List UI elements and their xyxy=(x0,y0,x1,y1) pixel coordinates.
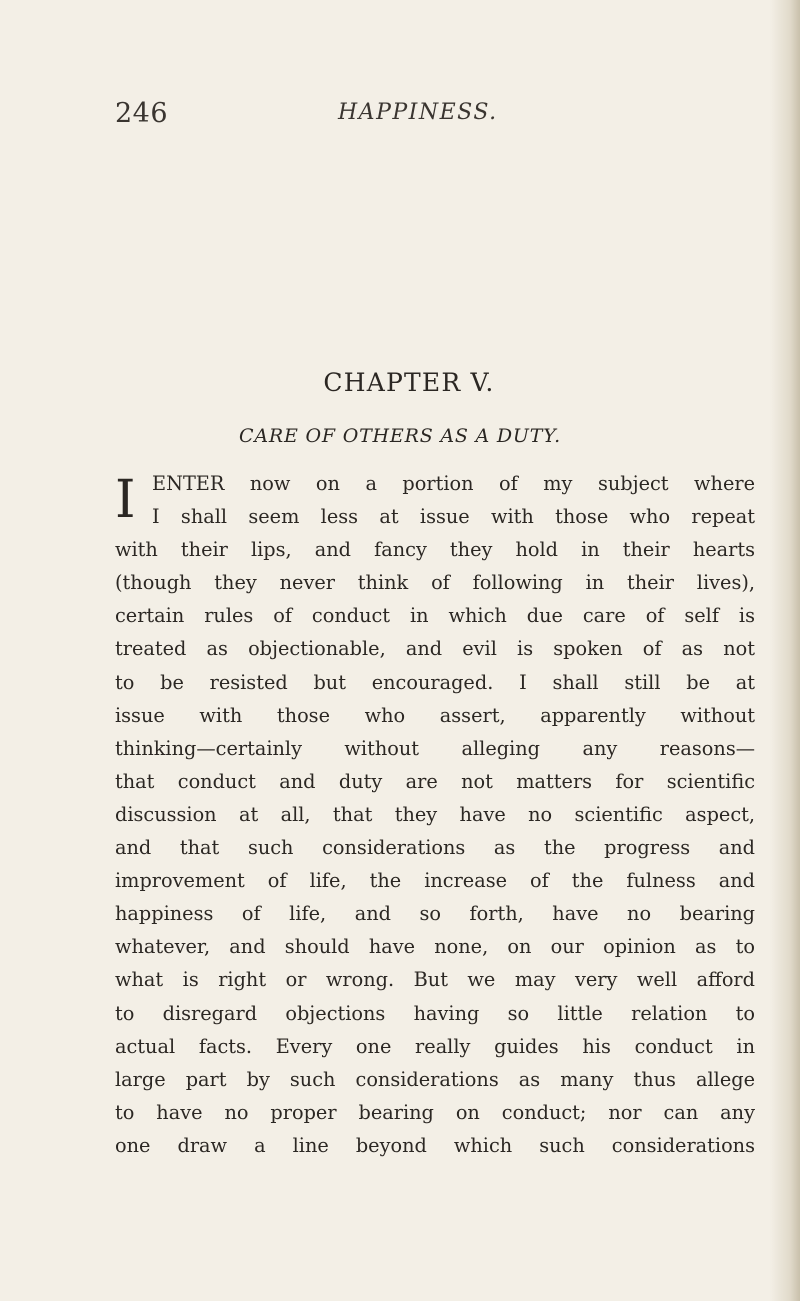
text-line: large part by such considerations as many thus allege xyxy=(115,1067,755,1091)
chapter-subtitle: CARE OF OTHERS AS A DUTY. xyxy=(239,425,561,447)
text-line: improvement of life, the increase of the fulness and xyxy=(115,869,755,893)
text-line: actual facts. Every one really guides his conduct in xyxy=(115,1034,755,1058)
drop-cap: I xyxy=(115,470,136,530)
running-head: HAPPINESS. xyxy=(338,100,498,125)
text-line: happiness of life, and so forth, have no bearing xyxy=(115,902,755,926)
text-line: I shall seem less at issue with those who repeat xyxy=(152,505,755,529)
text-line: that conduct and duty are not matters for scientific xyxy=(115,769,755,793)
text-line: (though they never think of following in their lives), xyxy=(115,571,755,595)
text-line: and that such considerations as the progress and xyxy=(115,836,755,860)
text-line: discussion at all, that they have no scientific aspect, xyxy=(115,802,755,826)
text-line: issue with those who assert, apparently without xyxy=(115,703,755,727)
text-line: to disregard objections having so little relation to xyxy=(115,1001,755,1025)
text-line: to be resisted but encouraged. I shall still be at xyxy=(115,670,755,694)
text-line: to have no proper bearing on conduct; nor can any xyxy=(115,1100,755,1124)
text-line: whatever, and should have none, on our opinion as to xyxy=(115,935,755,959)
text-line: certain rules of conduct in which due care of self is xyxy=(115,604,755,628)
text-line: thinking—certainly without alleging any reasons— xyxy=(115,736,755,760)
page-number: 246 xyxy=(115,98,169,129)
text-line: one draw a line beyond which such considerations xyxy=(115,1133,755,1157)
text-line: with their lips, and fancy they hold in their hearts xyxy=(115,538,755,562)
body-text xyxy=(115,467,755,1162)
text-line: ENTER now on a portion of my subject where xyxy=(152,472,755,495)
chapter-title: CHAPTER V. xyxy=(323,368,495,397)
text-line: what is right or wrong. But we may very well afford xyxy=(115,968,755,992)
text-line: treated as objectionable, and evil is spoken of as not xyxy=(115,637,755,661)
